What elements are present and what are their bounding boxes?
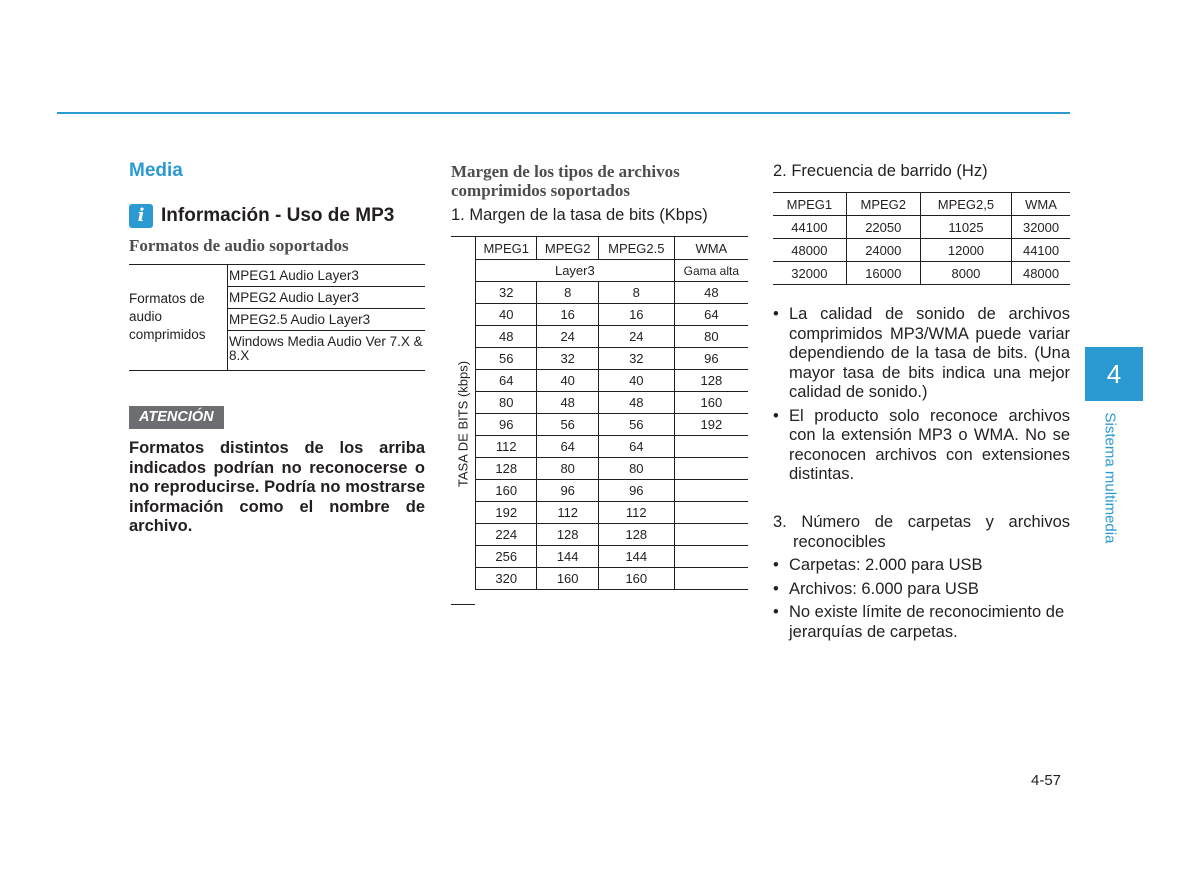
table-header: MPEG2.5 xyxy=(598,237,674,260)
table-cell: 48 xyxy=(598,392,674,414)
table-cell: 160 xyxy=(537,568,598,590)
table-row xyxy=(476,348,749,370)
table-cell: 32000 xyxy=(1012,216,1070,239)
table-cell: 96 xyxy=(674,348,748,370)
table-cell: 112 xyxy=(537,502,598,524)
info-heading xyxy=(129,204,394,228)
table-cell: 48000 xyxy=(773,239,846,262)
table-cell: 64 xyxy=(537,436,598,458)
table-row xyxy=(476,436,749,458)
table-row xyxy=(476,370,749,392)
table-cell: 128 xyxy=(598,524,674,546)
table-cell xyxy=(674,568,748,590)
table-row xyxy=(476,568,749,590)
table-cell: 256 xyxy=(476,546,537,568)
table-row xyxy=(476,282,749,304)
info-icon: i xyxy=(129,204,153,228)
table-cell: 160 xyxy=(476,480,537,502)
table-header: MPEG2 xyxy=(537,237,598,260)
table-header: WMA xyxy=(1012,193,1070,216)
table-subheader-row xyxy=(476,260,749,282)
table-cell: 80 xyxy=(674,326,748,348)
table-cell: 56 xyxy=(476,348,537,370)
table-cell: 128 xyxy=(537,524,598,546)
table-cell: 128 xyxy=(674,370,748,392)
format-item: MPEG1 Audio Layer3 xyxy=(228,265,425,287)
format-item: Windows Media Audio Ver 7.X & 8.X xyxy=(229,334,423,363)
table-header-row xyxy=(476,237,749,260)
list-item: • El producto solo reconoce archivos con la extensión MP3 o WMA. No se reconocen archivos con extensiones distintas. xyxy=(773,407,1070,485)
table-cell: 192 xyxy=(674,414,748,436)
bitrate-table-wrap xyxy=(451,236,748,605)
table-row xyxy=(476,414,749,436)
formats-label: Formatos de audio comprimidos xyxy=(129,291,206,342)
table-cell: 144 xyxy=(537,546,598,568)
table-cell: 11025 xyxy=(920,216,1011,239)
list-item: • No existe límite de reconocimiento de jerarquías de carpetas. xyxy=(773,603,1070,642)
chapter-tab: 4 xyxy=(1085,347,1143,401)
table-row xyxy=(476,480,749,502)
table-cell: 48 xyxy=(537,392,598,414)
attention-text: Formatos distintos de los arriba indicados podrían no reconocerse o no reproducirse. Podría no mostrarse información como el nombre de archivo. xyxy=(129,439,425,535)
table-row xyxy=(476,458,749,480)
bitrate-table xyxy=(475,236,748,590)
table-row xyxy=(476,304,749,326)
table-cell: 160 xyxy=(674,392,748,414)
table-row xyxy=(773,239,1070,262)
table-header: WMA xyxy=(674,237,748,260)
wma-range-label: Gama alta xyxy=(674,260,748,282)
table-cell: 80 xyxy=(476,392,537,414)
table-cell: 64 xyxy=(476,370,537,392)
table-cell: 56 xyxy=(598,414,674,436)
table-cell xyxy=(674,436,748,458)
table-cell: 8 xyxy=(598,282,674,304)
formats-list xyxy=(227,265,425,370)
table-row xyxy=(773,262,1070,285)
table-cell: 320 xyxy=(476,568,537,590)
table-cell: 24 xyxy=(598,326,674,348)
table-cell: 56 xyxy=(537,414,598,436)
table-cell: 40 xyxy=(598,370,674,392)
table-cell: 192 xyxy=(476,502,537,524)
table-cell xyxy=(674,546,748,568)
table-cell: 32 xyxy=(537,348,598,370)
formats-subheading: Formatos de audio soportados xyxy=(129,236,349,255)
table-cell: 224 xyxy=(476,524,537,546)
table-row xyxy=(476,502,749,524)
table-cell: 112 xyxy=(598,502,674,524)
table-cell xyxy=(674,480,748,502)
table-cell: 40 xyxy=(537,370,598,392)
table-row xyxy=(476,326,749,348)
table-header: MPEG1 xyxy=(773,193,846,216)
table-cell: 8000 xyxy=(920,262,1011,285)
list-item: • Archivos: 6.000 para USB xyxy=(773,580,1070,600)
folders-heading: 3. Número de carpetas y archivos reconocibles xyxy=(773,513,1070,551)
table-cell xyxy=(674,502,748,524)
table-cell: 96 xyxy=(537,480,598,502)
chapter-name: Sistema multimedia xyxy=(1101,412,1119,544)
table-cell: 80 xyxy=(598,458,674,480)
table-row xyxy=(476,524,749,546)
table-cell xyxy=(674,458,748,480)
table-cell: 48000 xyxy=(1012,262,1070,285)
table-cell: 8 xyxy=(537,282,598,304)
table-cell: 24 xyxy=(537,326,598,348)
table-row xyxy=(476,392,749,414)
quality-notes xyxy=(773,305,1070,489)
top-rule xyxy=(57,112,1070,114)
table-cell: 160 xyxy=(598,568,674,590)
list-item: • Carpetas: 2.000 para USB xyxy=(773,556,1070,576)
formats-table xyxy=(129,264,425,371)
attention-tag: ATENCIÓN xyxy=(129,406,224,429)
table-header: MPEG1 xyxy=(476,237,537,260)
table-cell: 128 xyxy=(476,458,537,480)
table-cell: 96 xyxy=(598,480,674,502)
table-cell: 80 xyxy=(537,458,598,480)
table-row xyxy=(773,216,1070,239)
table-cell: 44100 xyxy=(773,216,846,239)
table-cell: 144 xyxy=(598,546,674,568)
frequency-table xyxy=(773,192,1070,285)
list-item: • La calidad de sonido de archivos comprimidos MP3/WMA puede variar dependiendo de la tasa de bits. (Una mayor tasa de bits indica una mejor calidad de sonido.) xyxy=(773,305,1070,403)
table-row xyxy=(476,546,749,568)
table-header: MPEG2 xyxy=(846,193,920,216)
layer-label: Layer3 xyxy=(476,260,675,282)
table-cell: 32 xyxy=(598,348,674,370)
table-cell: 22050 xyxy=(846,216,920,239)
table-cell: 112 xyxy=(476,436,537,458)
format-item: MPEG2.5 Audio Layer3 xyxy=(228,309,425,331)
table-header-row xyxy=(773,193,1070,216)
table-cell: 24000 xyxy=(846,239,920,262)
table-cell: 16 xyxy=(537,304,598,326)
info-title: Información - Uso de MP3 xyxy=(161,205,395,226)
compressed-files-heading: Margen de los tipos de archivos comprimidos soportados xyxy=(451,162,680,200)
table-cell: 32000 xyxy=(773,262,846,285)
table-cell: 16000 xyxy=(846,262,920,285)
table-cell: 64 xyxy=(598,436,674,458)
table-cell: 64 xyxy=(674,304,748,326)
table-cell: 16 xyxy=(598,304,674,326)
table-cell: 48 xyxy=(674,282,748,304)
bitrate-subheading: 1. Margen de la tasa de bits (Kbps) xyxy=(451,206,708,224)
format-item: MPEG2 Audio Layer3 xyxy=(228,287,425,309)
table-cell: 96 xyxy=(476,414,537,436)
table-cell: 40 xyxy=(476,304,537,326)
frequency-subheading: 2. Frecuencia de barrido (Hz) xyxy=(773,162,988,180)
table-cell xyxy=(674,524,748,546)
table-cell: 48 xyxy=(476,326,537,348)
bitrate-axis-label: TASA DE BITS (kbps) xyxy=(455,360,471,488)
page-number: 4-57 xyxy=(1031,772,1062,789)
table-cell: 32 xyxy=(476,282,537,304)
folders-list xyxy=(773,556,1070,642)
bitrate-axis xyxy=(451,236,475,605)
table-cell: 44100 xyxy=(1012,239,1070,262)
table-header: MPEG2,5 xyxy=(920,193,1011,216)
section-title: Media xyxy=(129,160,183,181)
folders-section xyxy=(773,513,1070,646)
table-cell: 12000 xyxy=(920,239,1011,262)
